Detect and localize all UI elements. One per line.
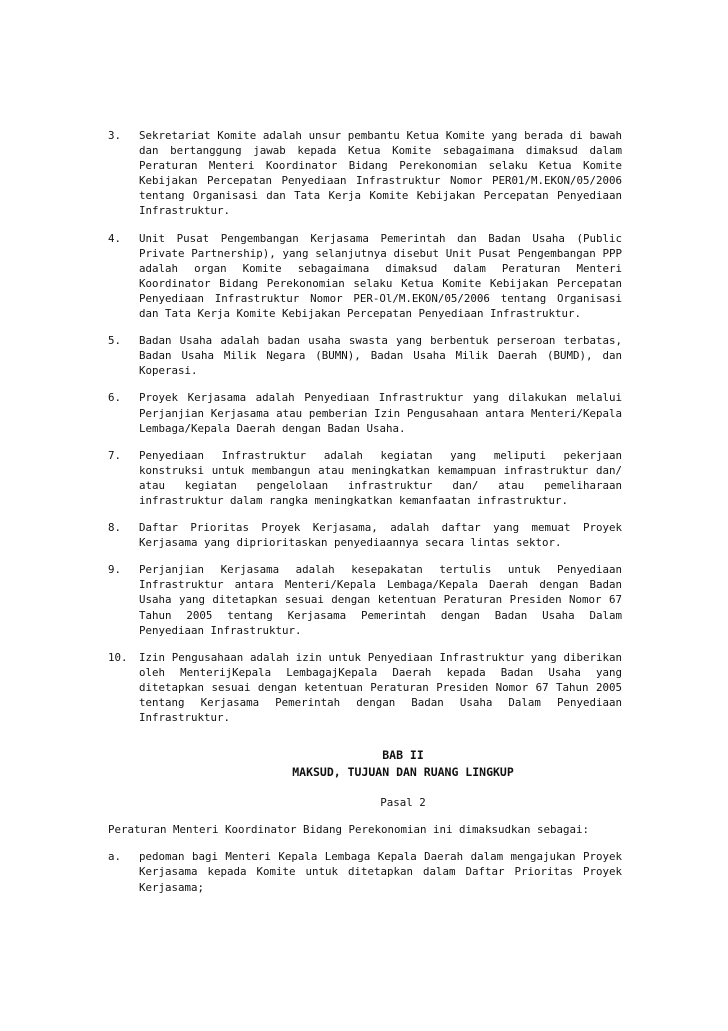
item-text: pedoman bagi Menteri Kepala Lembaga Kepala Daerah dalam mengajukan Proyek Kerjasama kepada Komite untuk ditetapkan dalam Daftar Prioritas Proyek Kerjasama; bbox=[139, 850, 622, 894]
list-item bbox=[108, 128, 622, 219]
list-item bbox=[108, 562, 622, 637]
item-number: 6. bbox=[108, 391, 122, 405]
list-item bbox=[108, 333, 622, 378]
intro-paragraph: Peraturan Menteri Koordinator Bidang Perekonomian ini dimaksudkan sebagai: bbox=[108, 823, 590, 837]
item-text: Perjanjian Kerjasama adalah kesepakatan tertulis untuk Penyediaan Infrastruktur antara Menteri/Kepala Lembaga/Kepala Daerah dengan Badan Usaha yang ditetapkan sesuai dengan ketentuan Peraturan Presiden Nomor 67 Tahun 2005 tentang Kerjasama Pemerintah dengan Badan Usaha Dalam Penyediaan Infrastruktur. bbox=[139, 563, 622, 637]
purpose-list bbox=[108, 849, 622, 894]
list-item bbox=[108, 390, 622, 435]
chapter-heading bbox=[108, 747, 622, 781]
item-text: Unit Pusat Pengembangan Kerjasama Pemerintah dan Badan Usaha (Public Private Partnership), yang selanjutnya disebut Unit Pusat Pengembangan PPP adalah organ Komite sebagaimana dimaksud dalam Peraturan Menteri Koordinator Bidang Perekonomian selaku Ketua Komite Kebijakan Percepatan Penyediaan Infrastruktur Nomor PER-Ol/M.EKON/05/2006 tentang Organisasi dan Tata Kerja Komite Kebijakan Percepatan Penyediaan Infrastruktur. bbox=[139, 231, 622, 321]
definition-list bbox=[108, 128, 622, 725]
article-heading: Pasal 2 bbox=[380, 796, 426, 810]
list-item bbox=[108, 448, 622, 508]
list-item bbox=[108, 849, 622, 894]
document-page bbox=[108, 128, 622, 907]
list-item bbox=[108, 231, 622, 322]
item-number: 3. bbox=[108, 129, 122, 142]
list-item bbox=[108, 650, 622, 725]
item-number: a. bbox=[108, 850, 122, 864]
item-number: 10. bbox=[108, 650, 128, 664]
item-text: Sekretariat Komite adalah unsur pembantu Ketua Komite yang berada di bawah dan bertanggung jawab kepada Ketua Komite sebagaimana dimaksud dalam Peraturan Menteri Koordinator Bidang Perekonomian selaku Ketua Komite Kebijakan Percepatan Penyediaan Infrastruktur Nomor PER01/M.EKON/05/2006 tentang Organisasi dan Tata Kerja Komite Kebijakan Percepatan Penyediaan Infrastruktur. bbox=[139, 129, 622, 218]
chapter-number: BAB II bbox=[382, 748, 424, 763]
item-number: 8. bbox=[108, 521, 122, 535]
list-item bbox=[108, 520, 622, 550]
chapter-title: MAKSUD, TUJUAN DAN RUANG LINGKUP bbox=[292, 765, 514, 780]
item-number: 9. bbox=[108, 563, 122, 577]
item-number: 5. bbox=[108, 334, 122, 348]
item-text: Penyediaan Infrastruktur adalah kegiatan yang meliputi pekerjaan konstruksi untuk membangun atau meningkatkan kemampuan infrastruktur dan/ atau kegiatan pengelolaan infrastruktur dan/ atau pemeliharaan infrastruktur dalam rangka meningkatkan kemanfaatan infrastruktur. bbox=[139, 448, 622, 507]
item-text: Badan Usaha adalah badan usaha swasta yang berbentuk perseroan terbatas, Badan Usaha Milik Negara (BUMN), Badan Usaha Milik Daerah (BUMD), dan Koperasi. bbox=[139, 334, 622, 378]
item-number: 4. bbox=[108, 231, 122, 245]
item-number: 7. bbox=[108, 448, 122, 462]
item-text: Proyek Kerjasama adalah Penyediaan Infrastruktur yang dilakukan melalui Perjanjian Kerjasama atau pemberian Izin Pengusahaan antara Menteri/Kepala Lembaga/Kepala Daerah dengan Badan Usaha. bbox=[139, 391, 622, 435]
item-text: Izin Pengusahaan adalah izin untuk Penyediaan Infrastruktur yang diberikan oleh MenterijKepala LembagajKepala Daerah kepada Badan Usaha yang ditetapkan sesuai dengan ketentuan Peraturan Presiden Nomor 67 Tahun 2005 tentang Kerjasama Pemerintah dengan Badan Usaha Dalam Penyediaan Infrastruktur. bbox=[139, 650, 622, 725]
item-text: Daftar Prioritas Proyek Kerjasama, adalah daftar yang memuat Proyek Kerjasama yang diprioritaskan penyediaannya secara lintas sektor. bbox=[139, 521, 622, 550]
